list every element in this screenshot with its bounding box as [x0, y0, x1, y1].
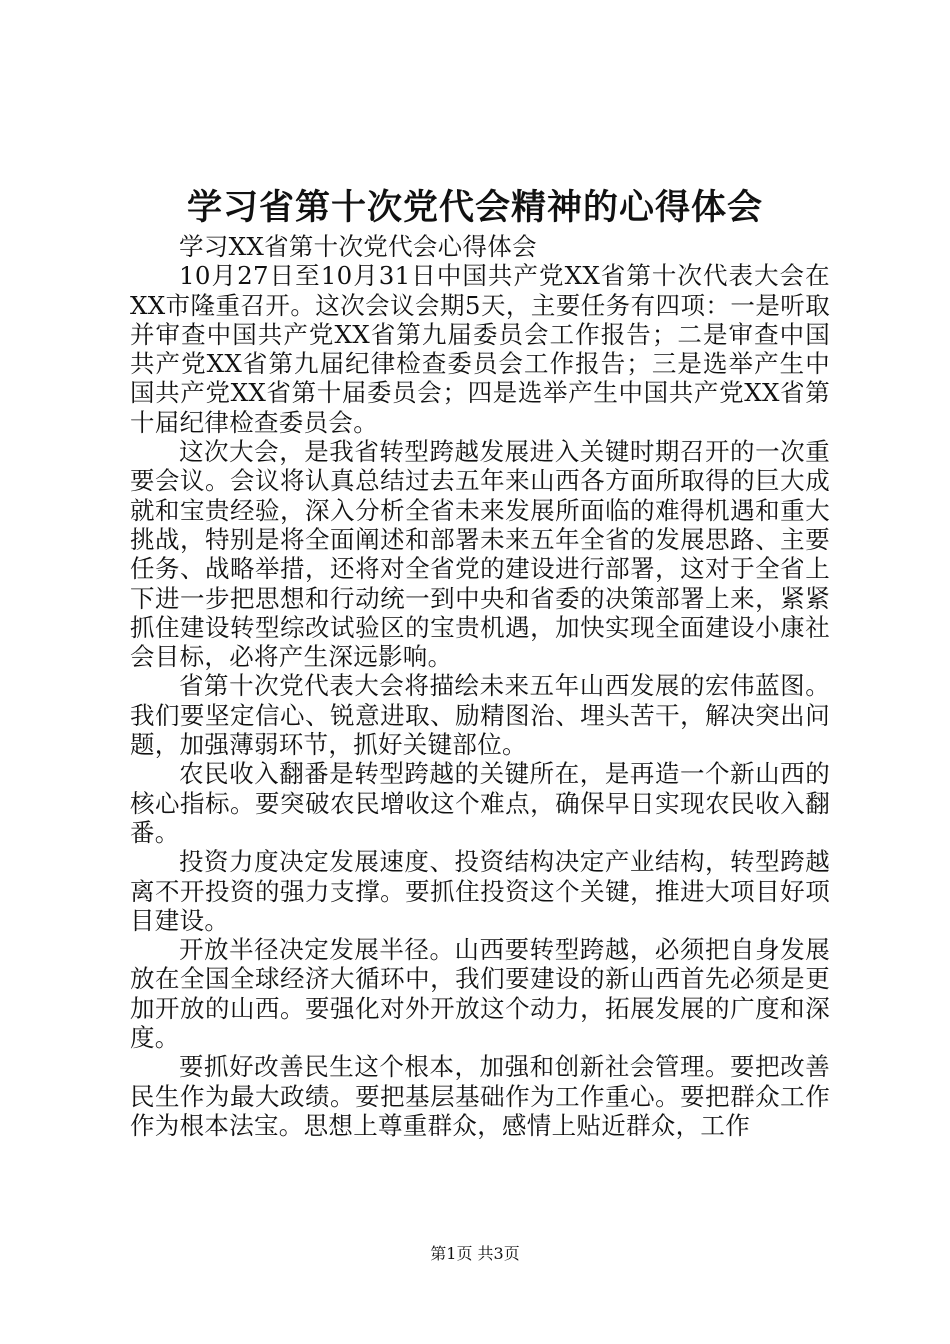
paragraph-blueprint: 省第十次党代表大会将描绘未来五年山西发展的宏伟蓝图。我们要坚定信心、锐意进取、励精图治、埋头苦干，解决突出问题，加强薄弱环节，抓好关键部位。: [130, 671, 830, 760]
paragraph-investment: 投资力度决定发展速度、投资结构决定产业结构，转型跨越离不开投资的强力支撑。要抓住投资这个关键，推进大项目好项目建设。: [130, 847, 830, 935]
paragraph-congress-significance: 这次大会，是我省转型跨越发展进入关键时期召开的一次重要会议。会议将认真总结过去五年来山西各方面所取得的巨大成就和宝贵经验，深入分析全省未来发展所面临的难得机遇和重大挑战，特别是将全面阐述和部署未来五年全省的发展思路、主要任务、战略举措，还将对全省党的建设进行部署，这对于全省上下进一步把思想和行动统一到中央和省委的决策部署上来，紧紧抓住建设转型综改试验区的宝贵机遇，加快实现全面建设小康社会目标，必将产生深远影响。: [130, 437, 830, 672]
page-number-footer: 第1页 共3页: [430, 1244, 520, 1263]
paragraph-congress-overview: 10月27日至10月31日中国共产党XX省第十次代表大会在XX市隆重召开。这次会议会期5天，主要任务有四项：一是听取并审查中国共产党XX省第九届委员会工作报告；二是审查中国共产党XX省第九届纪律检查委员会工作报告；三是选举产生中国共产党XX省第十届委员会；四是选举产生中国共产党XX省第十届纪律检查委员会。: [130, 261, 830, 437]
paragraph-livelihood: 要抓好改善民生这个根本，加强和创新社会管理。要把改善民生作为最大政绩。要把基层基础作为工作重心。要把群众工作作为根本法宝。思想上尊重群众，感情上贴近群众，工作: [130, 1052, 830, 1140]
document-title: 学习省第十次党代会精神的心得体会: [186, 187, 763, 228]
document-body: [130, 232, 830, 1140]
paragraph-opening-up: 开放半径决定发展半径。山西要转型跨越，必须把自身发展放在全国全球经济大循环中，我们要建设的新山西首先必须是更加开放的山西。要强化对外开放这个动力，拓展发展的广度和深度。: [130, 935, 830, 1053]
paragraph-subtitle: 学习XX省第十次党代会心得体会: [179, 232, 537, 261]
paragraph-farmer-income: 农民收入翻番是转型跨越的关键所在，是再造一个新山西的核心指标。要突破农民增收这个难点，确保早日实现农民收入翻番。: [130, 759, 830, 847]
